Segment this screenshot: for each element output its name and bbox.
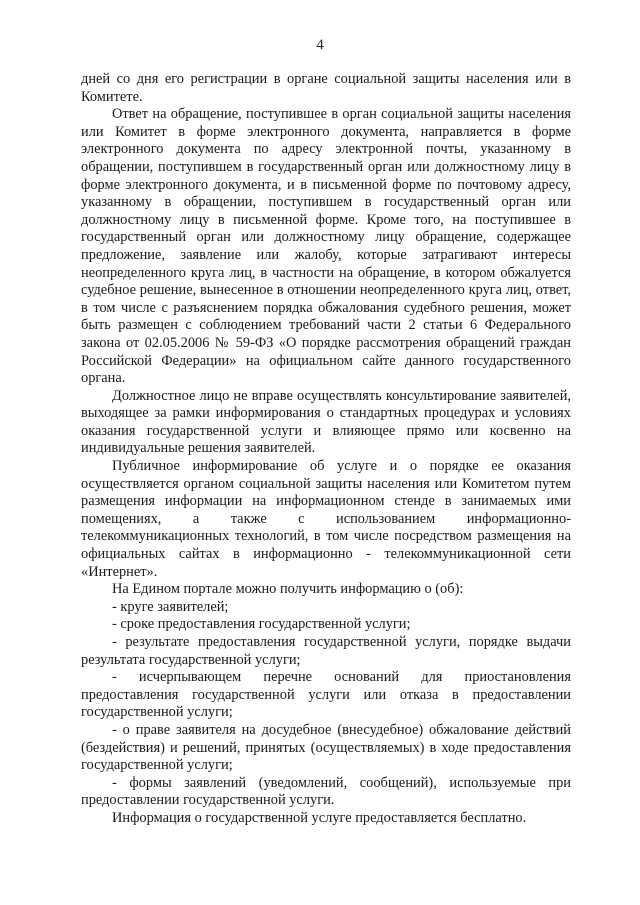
page-number: 4 bbox=[316, 37, 324, 53]
paragraph-response-procedure: Ответ на обращение, поступившее в орган социальной защиты населения или Комитет в форме электронного документа, направляется в форме электронного документа по адресу электронной почты, указанному в обращении, поступившем в государственный орган или должностному лицу в форме электронного документа, и в письменной форме по почтовому адресу, указанному в обращении, поступившем в государственный орган или должностному лицу в письменной форме. Кроме того, на поступившее в государственный орган или должностному лицу обращение, содержащее предложение, заявление или жалобу, которые затрагивают интересы неопределенного круга лиц, в частности на обращение, в котором обжалуется судебное решение, вынесенное в отношении неопределенного круга лиц, ответ, в том числе с разъяснением порядка обжалования судебного решения, может быть размещен с соблюдением требований части 2 статьи 6 Федерального закона от 02.05.2006 № 59-ФЗ «О порядке рассмотрения обращений граждан Российской Федерации» на официальном сайте данного государственного органа. bbox=[81, 106, 571, 387]
paragraph-public-information: Публичное информирование об услуге и о порядке ее оказания осуществляется органом социальной защиты населения или Комитетом путем размещения информации на информационном стенде в занимаемых ими помещениях, а также с использованием информационно-телекоммуникационных технологий, в том числе посредством размещения на официальных сайтах в информационно - телекоммуникационной сети «Интернет». bbox=[81, 458, 571, 580]
document-body bbox=[81, 71, 571, 828]
list-item: - о праве заявителя на досудебное (внесудебное) обжалование действий (бездействия) и решений, принятых (осуществляемых) в ходе предоставления государственной услуги; bbox=[81, 721, 571, 774]
paragraph-continuation: дней со дня его регистрации в органе социальной защиты населения или в Комитете. bbox=[81, 71, 571, 105]
list-item: - формы заявлений (уведомлений, сообщений), используемые при предоставлении государственной услуги. bbox=[81, 774, 571, 809]
paragraph-portal-intro: На Едином портале можно получить информацию о (об): bbox=[112, 581, 464, 598]
list-item: - сроке предоставления государственной услуги; bbox=[112, 616, 411, 633]
list-item: - круге заявителей; bbox=[112, 598, 229, 615]
paragraph-consultation-limits: Должностное лицо не вправе осуществлять консультирование заявителей, выходящее за рамки информирования о стандартных процедурах и условиях оказания государственной услуги и влияющее прямо или косвенно на индивидуальные решения заявителей. bbox=[81, 387, 571, 457]
list-item: - исчерпывающем перечне оснований для приостановления предоставления государственной услуги или отказа в предоставлении государственной услуги; bbox=[81, 669, 571, 721]
paragraph-free-of-charge: Информация о государственной услуге предоставляется бесплатно. bbox=[112, 809, 527, 826]
list-item: - результате предоставления государственной услуги, порядке выдачи результата государственной услуги; bbox=[81, 634, 571, 668]
